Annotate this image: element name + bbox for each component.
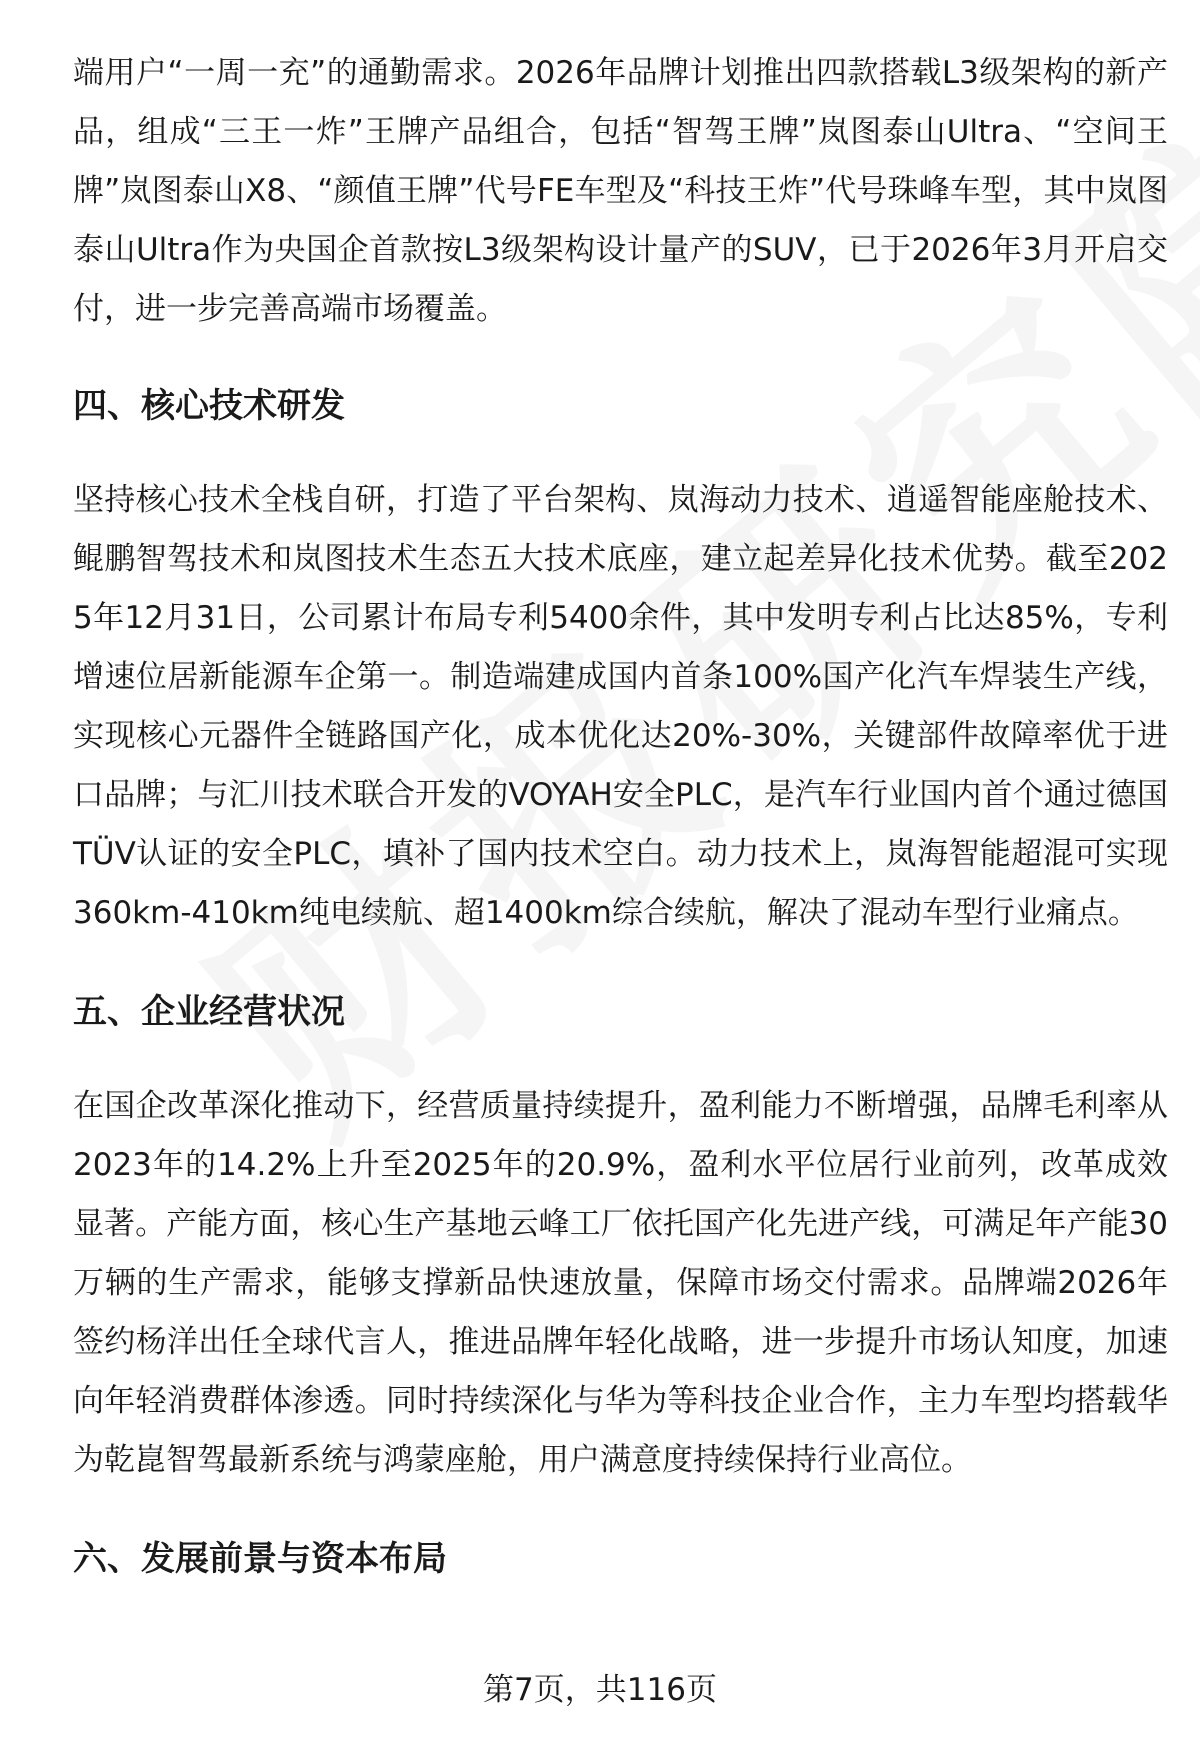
tech-paragraph: 坚持核心技术全栈自研，打造了平台架构、岚海动力技术、逍遥智能座舱技术、鲲鹏智驾技术和岚图技术生态五大技术底座，建立起差异化技术优势。截至2025年12月31日，公司累计布局专利5400余件，其中发明专利占比达85%，专利增速位居新能源车企第一。制造端建成国内首条100%国产化汽车焊装生产线，实现核心元器件全链路国产化，成本优化达20%-30%，关键部件故障率优于进口品牌；与汇川技术联合开发的VOYAH安全PLC，是汽车行业国内首个通过德国TÜV认证的安全PLC，填补了国内技术空白。动力技术上，岚海智能超混可实现360km-410km纯电续航、超1400km综合续航，解决了混动车型行业痛点。: [73, 482, 1168, 931]
page-number: 第7页，共116页: [483, 1672, 717, 1708]
operations-paragraph: 在国企改革深化推动下，经营质量持续提升，盈利能力不断增强，品牌毛利率从2023年的14.2%上升至2025年的20.9%，盈利水平位居行业前列，改革成效显著。产能方面，核心生产基地云峰工厂依托国产化先进产线，可满足年产能30万辆的生产需求，能够支撑新品快速放量，保障市场交付需求。品牌端2026年签约杨洋出任全球代言人，推进品牌年轻化战略，进一步提升市场认知度，加速向年轻消费群体渗透。同时持续深化与华为等科技企业合作，主力车型均搭载华为乾崑智驾最新系统与鸿蒙座舱，用户满意度持续保持行业高位。: [73, 1088, 1168, 1478]
document-body: [73, 44, 1168, 1584]
section-heading-tech: 四、核心技术研发: [73, 386, 345, 426]
section-heading-outlook: 六、发展前景与资本布局: [73, 1539, 447, 1579]
intro-paragraph: 端用户“一周一充”的通勤需求。2026年品牌计划推出四款搭载L3级架构的新产品，组成“三王一炸”王牌产品组合，包括“智驾王牌”岚图泰山Ultra、“空间王牌”岚图泰山X8、“颜值王牌”代号FE车型及“科技王炸”代号珠峰车型，其中岚图泰山Ultra作为央国企首款按L3级架构设计量产的SUV，已于2026年3月开启交付，进一步完善高端市场覆盖。: [73, 55, 1168, 327]
section-heading-operations: 五、企业经营状况: [73, 992, 345, 1032]
